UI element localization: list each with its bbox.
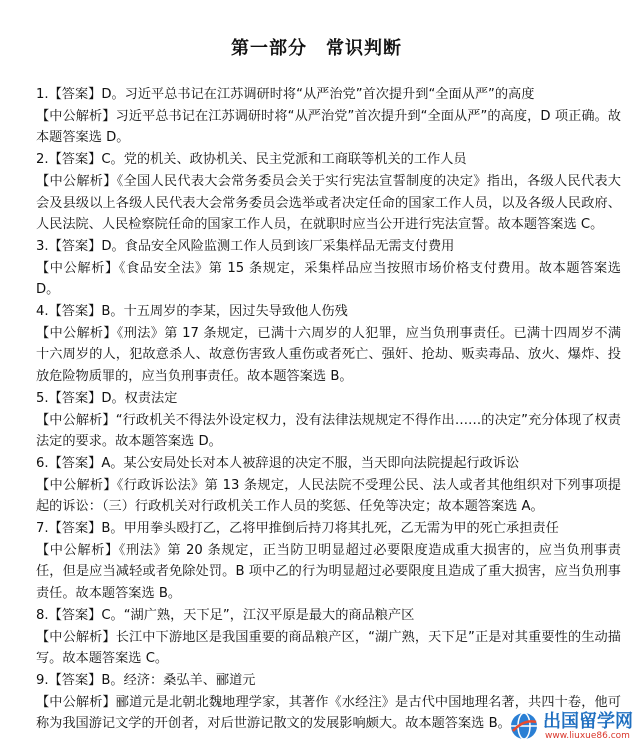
analysis-paragraph: 【中公解析】“行政机关不得法外设定权力，没有法律法规规定不得作出……的决定”充分体现了权责法定的要求。故本题答案选 D。 — [36, 412, 621, 450]
answer-list — [36, 84, 621, 735]
answer-line: 2.【答案】C。党的机关、政协机关、民主党派和工商联等机关的工作人员 — [36, 152, 467, 168]
globe-logo-icon — [509, 711, 539, 741]
analysis-paragraph: 【中公解析】习近平总书记在江苏调研时将“从严治党”首次提升到“全面从严”的高度，D 项正确。故本题答案选 D。 — [36, 108, 621, 146]
answer-line: 4.【答案】B。十五周岁的李某，因过失导致他人伤残 — [36, 304, 348, 320]
analysis-paragraph: 【中公解析】长江中下游地区是我国重要的商品粮产区，“湖广熟，天下足”正是对其重要性的生动描写。故本题答案选 C。 — [36, 629, 621, 667]
analysis-paragraph: 【中公解析】《行政诉讼法》第 13 条规定，人民法院不受理公民、法人或者其他组织对下列事项提起的诉讼：（三）行政机关对行政机关工作人员的奖惩、任免等决定；故本题答案选 A。 — [36, 477, 621, 515]
answer-line: 8.【答案】C。“湖广熟，天下足”，江汉平原是最大的商品粮产区 — [36, 607, 415, 623]
page-title: 第一部分 常识判断 — [231, 38, 402, 59]
answer-line: 5.【答案】D。权责法定 — [36, 390, 178, 406]
analysis-paragraph: 【中公解析】《全国人民代表大会常务委员会关于实行宪法宣誓制度的决定》指出，各级人民代表大会及县级以上各级人民代表大会常务委员会选举或者决定任命的国家工作人员，以及各级人民政府、人民法院、人民检察院任命的国家工作人员，在就职时应当公开进行宪法宣誓。故本题答案选 C。 — [36, 173, 621, 233]
answer-line: 1.【答案】D。习近平总书记在江苏调研时将“从严治党”首次提升到“全面从严”的高度 — [36, 87, 535, 102]
answer-line: 7.【答案】B。甲用拳头殴打乙，乙将甲推倒后持刀将其扎死，乙无需为甲的死亡承担责任 — [36, 521, 559, 537]
answer-line: 9.【答案】B。经济：桑弘羊、郦道元 — [36, 672, 256, 688]
site-watermark — [509, 705, 633, 745]
watermark-url: www.liuxue86.com — [545, 731, 630, 741]
analysis-paragraph: 【中公解析】《刑法》第 17 条规定，已满十六周岁的人犯罪，应当负刑事责任。已满十四周岁不满十六周岁的人，犯故意杀人、故意伤害致人重伤或者死亡、强奸、抢劫、贩卖毒品、放火、爆炸、投放危险物质罪的，应当负刑事责任。故本题答案选 B。 — [36, 325, 621, 385]
analysis-paragraph: 【中公解析】《食品安全法》第 15 条规定，采集样品应当按照市场价格支付费用。故本题答案选 D。 — [36, 260, 621, 298]
analysis-paragraph: 【中公解析】《刑法》第 20 条规定，正当防卫明显超过必要限度造成重大损害的，应当负刑事责任，但是应当减轻或者免除处罚。B 项中乙的行为明显超过必要限度且造成了重大损害，应当负刑事责任。故本题答案选 B。 — [36, 542, 621, 602]
answer-line: 6.【答案】A。某公安局处长对本人被辞退的决定不服，当天即向法院提起行政诉讼 — [36, 455, 520, 471]
watermark-site-name: 出国留学网 — [543, 711, 633, 732]
answer-line: 3.【答案】D。食品安全风险监测工作人员到该厂采集样品无需支付费用 — [36, 238, 455, 254]
analysis-paragraph: 【中公解析】郦道元是北朝北魏地理学家，其著作《水经注》是古代中国地理名著，共四十卷，他可称为我国游记文学的开创者，对后世游记散文的发展影响颇大。故本题答案选 B。 — [36, 694, 621, 732]
